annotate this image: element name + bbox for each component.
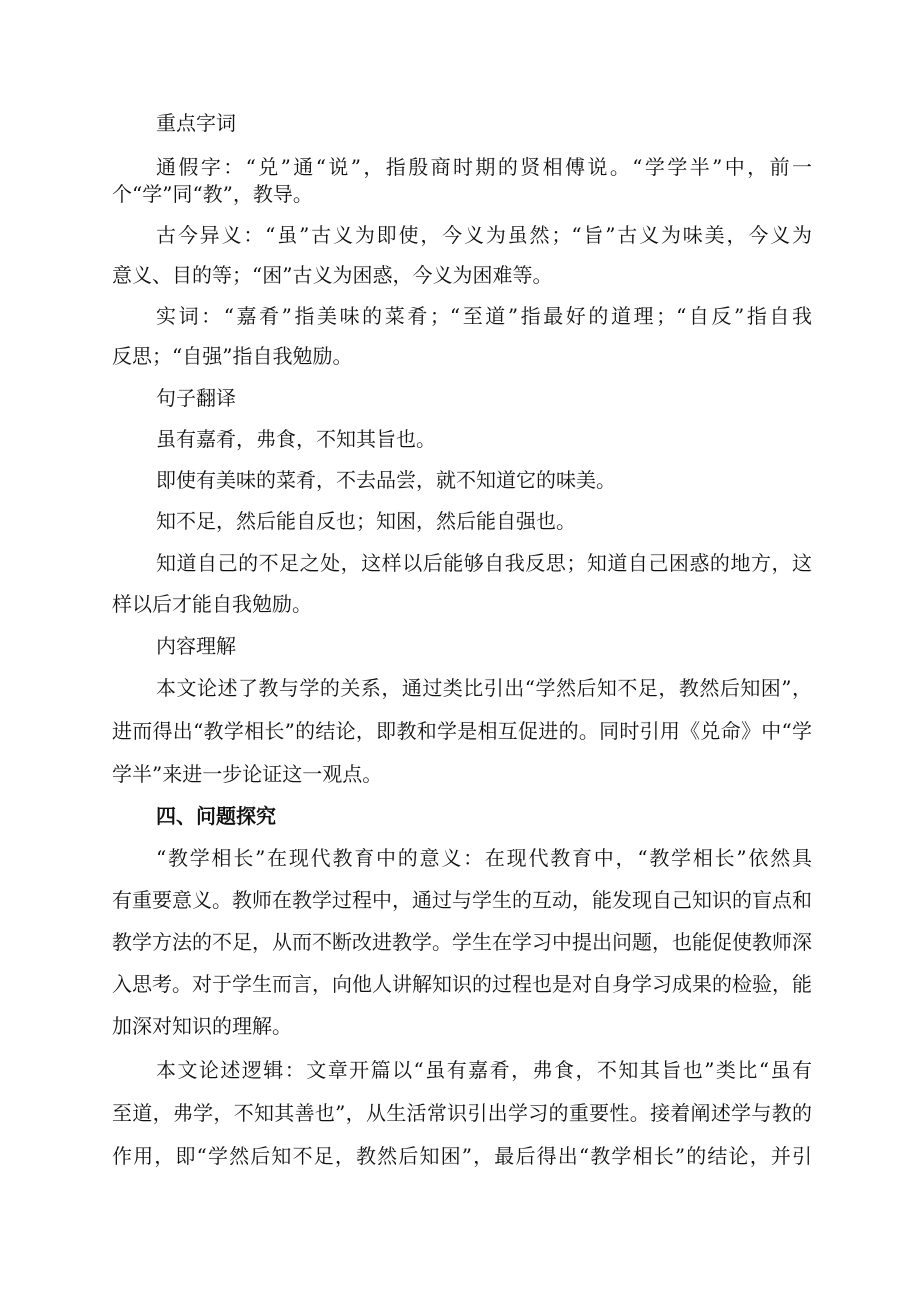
paragraph-line: 通假字：“兑”通“说”，指殷商时期的贤相傅说。“学学半”中，前一 <box>156 155 812 179</box>
heading-key-words: 重点字词 <box>156 111 236 135</box>
paragraph-line: 加深对知识的理解。 <box>112 1014 292 1038</box>
paragraph-line: 反思；“自强”指自我勉励。 <box>112 344 353 368</box>
paragraph-line: 即使有美味的菜肴，不去品尝，就不知道它的味美。 <box>156 468 616 492</box>
paragraph-line: 知道自己的不足之处，这样以后能够自我反思；知道自己困惑的地方，这 <box>156 551 812 575</box>
paragraph-line: “教学相长”在现代教育中的意义：在现代教育中，“教学相长”依然具 <box>156 846 812 870</box>
paragraph-line: 本文论述了教与学的关系，通过类比引出“学然后知不足，教然后知困”， <box>156 676 812 700</box>
heading-content-understanding: 内容理解 <box>156 634 236 658</box>
paragraph-line: 有重要意义。教师在教学过程中，通过与学生的互动，能发现自己知识的盲点和 <box>112 888 812 912</box>
paragraph-line: 样以后才能自我勉励。 <box>112 592 312 616</box>
paragraph-line: 进而得出“教学相长”的结论，即教和学是相互促进的。同时引用《兑命》中“学 <box>112 719 812 743</box>
heading-sentence-translation: 句子翻译 <box>156 386 236 410</box>
section-heading-problem-inquiry: 四、问题探究 <box>156 804 276 828</box>
paragraph-line: 实词：“嘉肴”指美味的菜肴；“至道”指最好的道理；“自反”指自我 <box>156 304 812 328</box>
paragraph-line: 作用，即“学然后知不足，教然后知困”，最后得出“教学相长”的结论，并引 <box>112 1144 812 1168</box>
paragraph-line: 本文论述逻辑：文章开篇以“虽有嘉肴，弗食，不知其旨也”类比“虽有 <box>156 1058 812 1082</box>
paragraph-line: 教学方法的不足，从而不断改进教学。学生在学习中提出问题，也能促使教师深 <box>112 930 812 954</box>
paragraph-line: 知不足，然后能自反也；知困，然后能自强也。 <box>156 509 576 533</box>
paragraph-line: 个“学”同“教”，教导。 <box>112 182 313 206</box>
paragraph-line: 学半”来进一步论证这一观点。 <box>112 762 383 786</box>
paragraph-line: 入思考。对于学生而言，向他人讲解知识的过程也是对自身学习成果的检验，能 <box>112 972 812 996</box>
paragraph-line: 至道，弗学，不知其善也”，从生活常识引出学习的重要性。接着阐述学与教的 <box>112 1101 812 1125</box>
paragraph-line: 意义、目的等；“困”古义为困惑，今义为困难等。 <box>112 263 553 287</box>
paragraph-line: 虽有嘉肴，弗食，不知其旨也。 <box>156 427 436 451</box>
paragraph-line: 古今异义：“虽”古义为即使，今义为虽然；“旨”古义为味美，今义为 <box>156 223 812 247</box>
